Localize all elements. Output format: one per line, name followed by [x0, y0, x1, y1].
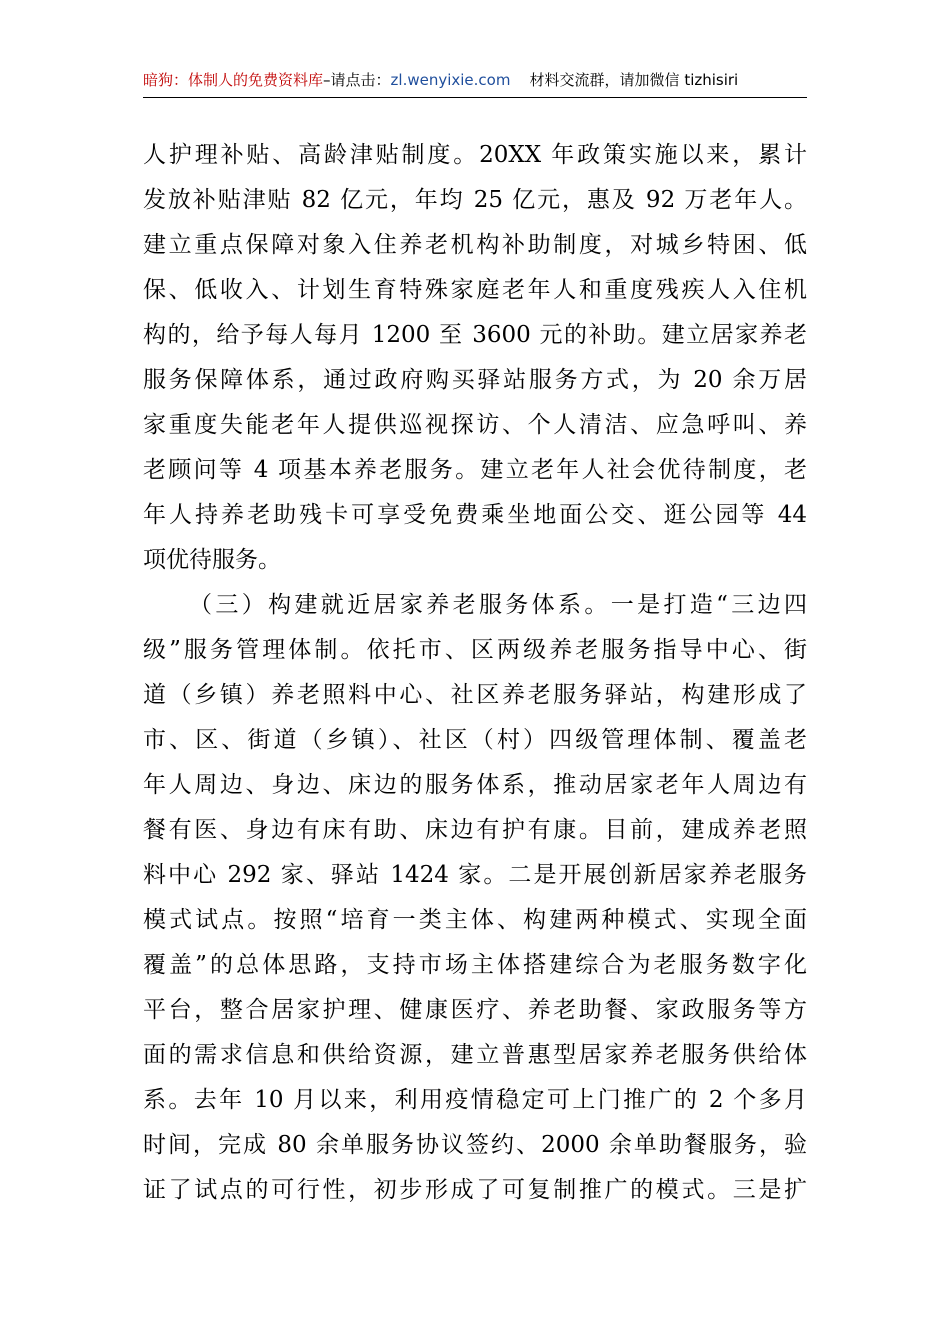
header-brand: 暗狗：体制人的免费资料库 [143, 71, 324, 89]
paragraph-2-line: 证了试点的可行性，初步形成了可复制推广的模式。三是扩 [143, 1177, 807, 1203]
section-heading-line: （三）构建就近居家养老服务体系。一是打造“三边四 [189, 592, 807, 618]
header-divider [143, 97, 807, 98]
paragraph-1-line: 老顾问等 4 项基本养老服务。建立老年人社会优待制度，老 [143, 457, 807, 483]
paragraph-1-line: 人护理补贴、高龄津贴制度。20XX 年政策实施以来，累计 [143, 142, 807, 168]
paragraph-2-line: 市、区、街道（乡镇）、社区（村）四级管理体制、覆盖老 [143, 727, 807, 753]
paragraph-2-line: 面的需求信息和供给资源，建立普惠型居家养老服务供给体 [143, 1042, 807, 1068]
paragraph-2-line: 餐有医、身边有床有助、床边有护有康。目前，建成养老照 [143, 817, 807, 843]
paragraph-2-line: 时间，完成 80 余单服务协议签约、2000 余单助餐服务，验 [143, 1132, 807, 1158]
paragraph-1-line: 构的，给予每人每月 1200 至 3600 元的补助。建立居家养老 [143, 322, 807, 348]
page-header [143, 64, 807, 96]
paragraph-2-line: 料中心 292 家、驿站 1424 家。二是开展创新居家养老服务 [143, 862, 807, 888]
paragraph-1-line: 项优待服务。 [143, 547, 281, 573]
paragraph-1-line: 保、低收入、计划生育特殊家庭老年人和重度残疾人入住机 [143, 277, 807, 303]
paragraph-1-line: 年人持养老助残卡可享受免费乘坐地面公交、逛公园等 44 [143, 502, 807, 528]
header-click-prefix: –请点击： [323, 71, 391, 89]
paragraph-2-line: 系。去年 10 月以来，利用疫情稳定可上门推广的 2 个多月 [143, 1087, 807, 1113]
paragraph-2-line: 级”服务管理体制。依托市、区两级养老服务指导中心、街 [143, 637, 807, 663]
header-url-link[interactable]: zl.wenyixie.com [390, 71, 511, 89]
paragraph-2-line: 道（乡镇）养老照料中心、社区养老服务驿站，构建形成了 [143, 682, 807, 708]
paragraph-2-line: 平台，整合居家护理、健康医疗、养老助餐、家政服务等方 [143, 997, 807, 1023]
paragraph-2-line: 年人周边、身边、床边的服务体系，推动居家老年人周边有 [143, 772, 807, 798]
paragraph-2-line: 模式试点。按照“培育一类主体、构建两种模式、实现全面 [143, 907, 807, 933]
header-wechat-note: 材料交流群，请加微信 tizhisiri [529, 71, 739, 89]
paragraph-1-line: 发放补贴津贴 82 亿元，年均 25 亿元，惠及 92 万老年人。 [143, 187, 807, 213]
paragraph-2-line: 覆盖”的总体思路，支持市场主体搭建综合为老服务数字化 [143, 952, 807, 978]
paragraph-1-line: 服务保障体系，通过政府购买驿站服务方式，为 20 余万居 [143, 367, 807, 393]
paragraph-2 [143, 583, 807, 1213]
paragraph-1 [143, 133, 807, 583]
document-body [143, 133, 807, 1213]
paragraph-1-line: 建立重点保障对象入住养老机构补助制度，对城乡特困、低 [143, 232, 807, 258]
paragraph-1-line: 家重度失能老年人提供巡视探访、个人清洁、应急呼叫、养 [143, 412, 807, 438]
